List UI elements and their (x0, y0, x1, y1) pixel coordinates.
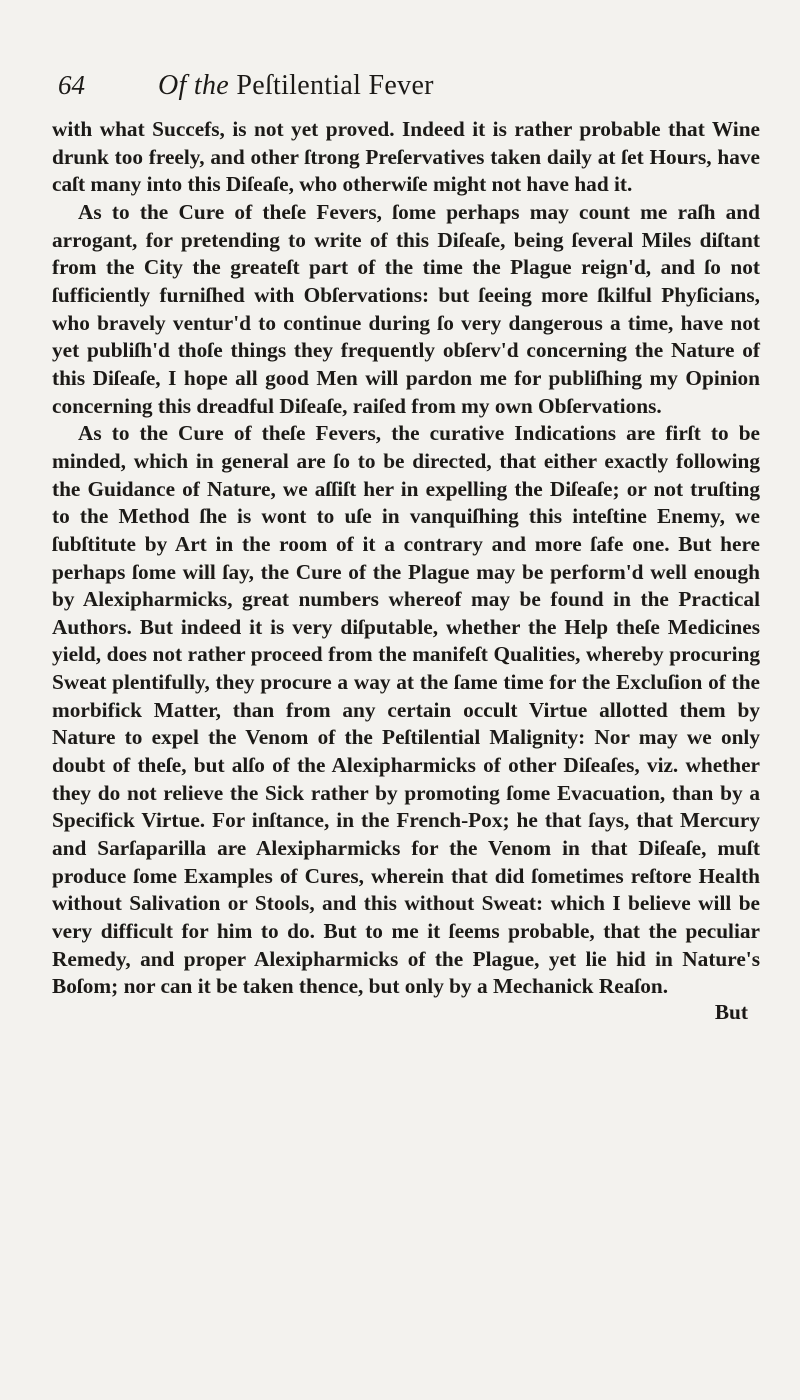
paragraph-1: with what Succefs, is not yet proved. Indeed it is rather probable that Wine drunk too freely, and other ſtrong Preſervatives taken daily at ſet Hours, have caſt many into this Diſeaſe, who otherwiſe might not have had it. (52, 117, 760, 197)
paragraph-3: As to the Cure of theſe Fevers, the curative Indications are firſt to be minded, which in general are ſo to be directed, that either exactly following the Guidance of Nature, we aſſiſt her in expelling the Diſeaſe; or not truſting to the Method ſhe is wont to uſe in vanquiſhing this inteſtine Enemy, we ſubſtitute by Art in the room of it a contrary and more ſafe one. But here perhaps ſome will ſay, the Cure of the Plague may be perform'd well enough by Alexipharmicks, great numbers whereof may be found in the Practical Authors. But indeed it is very diſputable, whether the Help theſe Medicines yield, does not rather proceed from the manifeſt Qualities, whereby procuring Sweat plentifully, they procure a way at the ſame time for the Excluſion of the morbifick Matter, than from any certain occult Virtue allotted them by Nature to expel the Venom of the Peſtilential Malignity: Nor may we only doubt of theſe, but alſo of the Alexipharmicks of other Diſeaſes, viz. whether they do not relieve the Sick rather by promoting ſome Evacuation, than by a Specifick Virtue. For inſtance, in the French-Pox; he that ſays, that Mercury and Sarſaparilla are Alexipharmicks for the Venom in that Diſeaſe, muſt produce ſome Examples of Cures, wherein that did ſometimes reſtore Health without Salivation or Stools, and this without Sweat: which I believe will be very difficult for him to do. But to me it ſeems probable, that the peculiar Remedy, and proper Alexipharmicks of the Plague, yet lie hid in Nature's Boſom; nor can it be taken thence, but only by a Mechanick Reaſon. (52, 421, 760, 999)
catchword: But (714, 1000, 748, 1024)
running-head-title: Peſtilential Fever (236, 70, 434, 101)
page-number: 64 (58, 70, 85, 100)
paragraph-2: As to the Cure of theſe Fevers, ſome perhaps may count me raſh and arrogant, for pretending to write of this Diſeaſe, being ſeveral Miles diſtant from the City the greateſt part of the time the Plague reign'd, and ſo not ſufficiently furniſhed with Obſervations: but ſeeing more ſkilful Phyſicians, who bravely ventur'd to continue during ſo very dangerous a time, have not yet publiſh'd thoſe things they frequently obſerv'd concerning the Nature of this Diſeaſe, I hope all good Men will pardon me for publiſhing my Opinion concerning this dreadful Diſeaſe, raiſed from my own Obſervations. (52, 199, 760, 418)
running-head-italic: Of the (158, 70, 230, 101)
body-text (52, 116, 760, 1001)
page-header (52, 70, 760, 112)
running-head (158, 70, 434, 102)
